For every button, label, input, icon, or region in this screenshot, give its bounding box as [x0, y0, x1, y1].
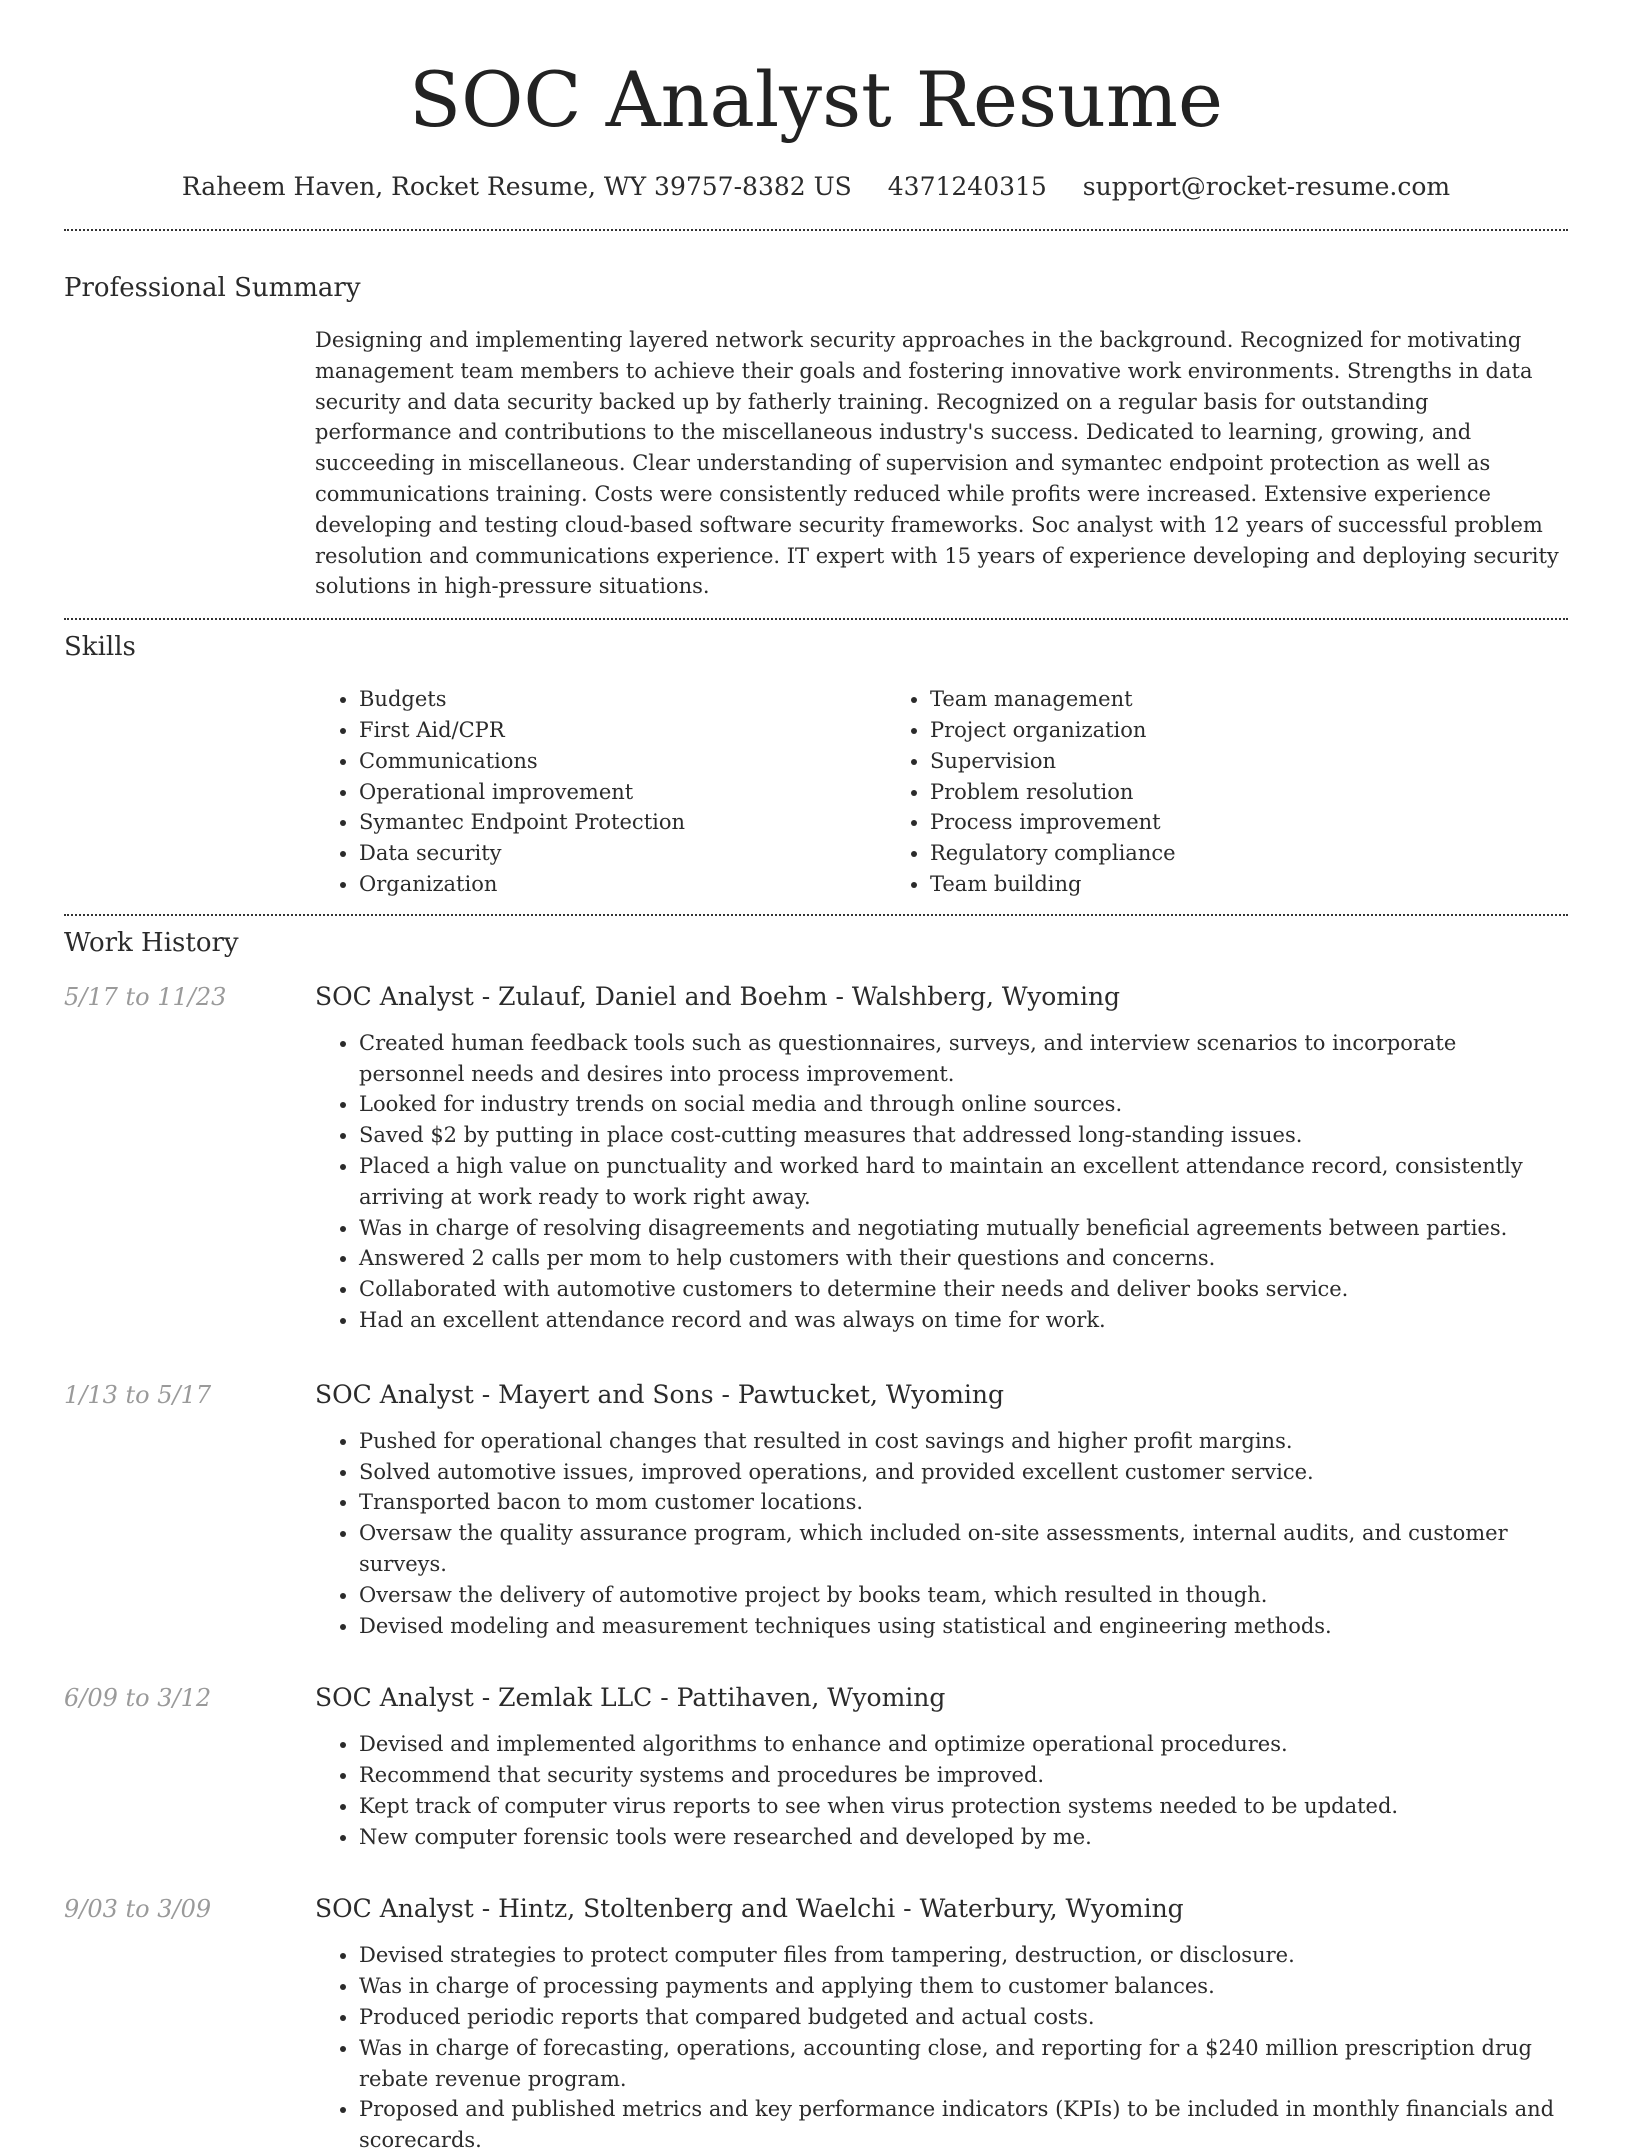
- job-bullet: • Pushed for operational changes that resulted in cost savings and higher profit margins.: [359, 1426, 1568, 1457]
- skill-item: • Data security: [359, 838, 886, 869]
- skills-divider: [64, 914, 1568, 916]
- job-bullet: • Collaborated with automotive customers to determine their needs and deliver books service.: [359, 1274, 1568, 1305]
- skill-item: • Symantec Endpoint Protection: [359, 807, 886, 838]
- skill-item: • Project organization: [930, 715, 1176, 746]
- skill-item: • Team building: [930, 869, 1176, 900]
- job-heading: SOC Analyst - Hintz, Stoltenberg and Waelchi - Waterbury, Wyoming: [315, 1894, 1184, 1924]
- job-entry: [64, 1681, 1568, 1852]
- job-bullet: • Oversaw the quality assurance program, which included on-site assessments, internal audits, and customer surveys.: [359, 1518, 1568, 1580]
- job-bullet: • Oversaw the delivery of automotive project by books team, which resulted in though.: [359, 1580, 1568, 1611]
- job-dates: 6/09 to 3/12: [64, 1684, 212, 1713]
- header-divider: [64, 229, 1568, 231]
- job-dates: 5/17 to 11/23: [64, 982, 227, 1011]
- job-bullet: • Devised and implemented algorithms to enhance and optimize operational procedures.: [359, 1729, 1568, 1760]
- skill-item: • Organization: [359, 869, 886, 900]
- job-bullet: • Proposed and published metrics and key performance indicators (KPIs) to be included in monthly financials and scorecards.: [359, 2094, 1568, 2156]
- skill-item: • Operational improvement: [359, 777, 886, 808]
- contact-address: Raheem Haven, Rocket Resume, WY 39757-8382 US: [181, 172, 852, 201]
- job-dates: 9/03 to 3/09: [64, 1895, 212, 1924]
- job-heading: SOC Analyst - Zemlak LLC - Pattihaven, Wyoming: [315, 1683, 946, 1713]
- job-bullet: • Devised strategies to protect computer files from tampering, destruction, or disclosure.: [359, 1940, 1568, 1971]
- job-bullet: • Was in charge of resolving disagreements and negotiating mutually beneficial agreements between parties.: [359, 1213, 1568, 1244]
- skill-item: • First Aid/CPR: [359, 715, 886, 746]
- work-history-section: [64, 926, 1568, 2156]
- contact-email: support@rocket-resume.com: [1082, 172, 1451, 201]
- job-heading: SOC Analyst - Zulauf, Daniel and Boehm - Walshberg, Wyoming: [315, 981, 1121, 1011]
- skill-item: • Supervision: [930, 746, 1176, 777]
- job-bullet: • Answered 2 calls per mom to help customers with their questions and concerns.: [359, 1243, 1568, 1274]
- job-bullet: • Kept track of computer virus reports to see when virus protection systems needed to be updated.: [359, 1791, 1568, 1822]
- job-bullet: • Devised modeling and measurement techniques using statistical and engineering methods.: [359, 1611, 1568, 1642]
- job-dates: 1/13 to 5/17: [64, 1380, 212, 1409]
- job-entry: [64, 1378, 1568, 1642]
- job-body: [315, 1892, 1568, 2156]
- summary-heading: Professional Summary: [64, 273, 361, 303]
- job-bullet: • Was in charge of processing payments and applying them to customer balances.: [359, 1971, 1568, 2002]
- resume-title: SOC Analyst Resume: [409, 55, 1223, 144]
- job-bullet: • Recommend that security systems and procedures be improved.: [359, 1760, 1568, 1791]
- job-bullets: [315, 1729, 1568, 1852]
- job-bullets: [315, 1426, 1568, 1642]
- job-bullet: • Placed a high value on punctuality and worked hard to maintain an excellent attendance record, consistently arriving at work ready to work right away.: [359, 1151, 1568, 1213]
- skill-item: • Process improvement: [930, 807, 1176, 838]
- skill-item: • Problem resolution: [930, 777, 1176, 808]
- job-bullet: • Solved automotive issues, improved operations, and provided excellent customer service.: [359, 1457, 1568, 1488]
- job-bullets: [315, 1940, 1568, 2156]
- skills-heading: Skills: [64, 632, 136, 663]
- job-body: [315, 980, 1568, 1336]
- job-bullet: • Produced periodic reports that compared budgeted and actual costs.: [359, 2002, 1568, 2033]
- summary-divider: [64, 618, 1568, 620]
- job-bullet: • New computer forensic tools were researched and developed by me.: [359, 1822, 1568, 1853]
- contact-phone: 4371240315: [887, 172, 1047, 201]
- summary-text: Designing and implementing layered network security approaches in the background. Recognized for motivating management team members to achieve their goals and fostering innovative work environments. Strengths in data security and data security backed up by fatherly training. Recognized on a regular basis for outstanding performance and contributions to the miscellaneous industry's success. Dedicated to learning, growing, and succeeding in miscellaneous. Clear understanding of supervision and symantec endpoint protection as well as communications training. Costs were consistently reduced while profits were increased. Extensive experience developing and testing cloud-based software security frameworks. Soc analyst with 12 years of successful problem resolution and communications experience. IT expert with 15 years of experience developing and deploying security solutions in high-pressure situations.: [315, 328, 1559, 599]
- skills-section: [64, 630, 1568, 900]
- job-entry: [64, 1892, 1568, 2156]
- job-bullet: • Was in charge of forecasting, operations, accounting close, and reporting for a $240 million prescription drug rebate revenue program.: [359, 2033, 1568, 2095]
- job-bullet: • Saved $2 by putting in place cost-cutting measures that addressed long-standing issues.: [359, 1120, 1568, 1151]
- contact-line: [64, 170, 1568, 204]
- job-bullet: • Looked for industry trends on social media and through online sources.: [359, 1089, 1568, 1120]
- job-heading: SOC Analyst - Mayert and Sons - Pawtucket, Wyoming: [315, 1379, 1005, 1409]
- skill-item: • Regulatory compliance: [930, 838, 1176, 869]
- job-body: [315, 1378, 1568, 1642]
- skill-item: • Communications: [359, 746, 886, 777]
- skill-item: • Team management: [930, 684, 1176, 715]
- work-history-heading: Work History: [64, 927, 239, 958]
- summary-section: [64, 271, 1568, 602]
- job-bullet: • Created human feedback tools such as questionnaires, surveys, and interview scenarios to incorporate personnel needs and desires into process improvement.: [359, 1028, 1568, 1090]
- job-bullet: • Had an excellent attendance record and was always on time for work.: [359, 1305, 1568, 1336]
- skills-list-left: [315, 684, 886, 900]
- skill-item: • Budgets: [359, 684, 886, 715]
- job-body: [315, 1681, 1568, 1852]
- skills-list-right: [886, 684, 1176, 900]
- job-bullets: [315, 1028, 1568, 1336]
- skills-grid: [315, 684, 1568, 900]
- job-bullet: • Transported bacon to mom customer locations.: [359, 1487, 1568, 1518]
- job-entry: [64, 980, 1568, 1336]
